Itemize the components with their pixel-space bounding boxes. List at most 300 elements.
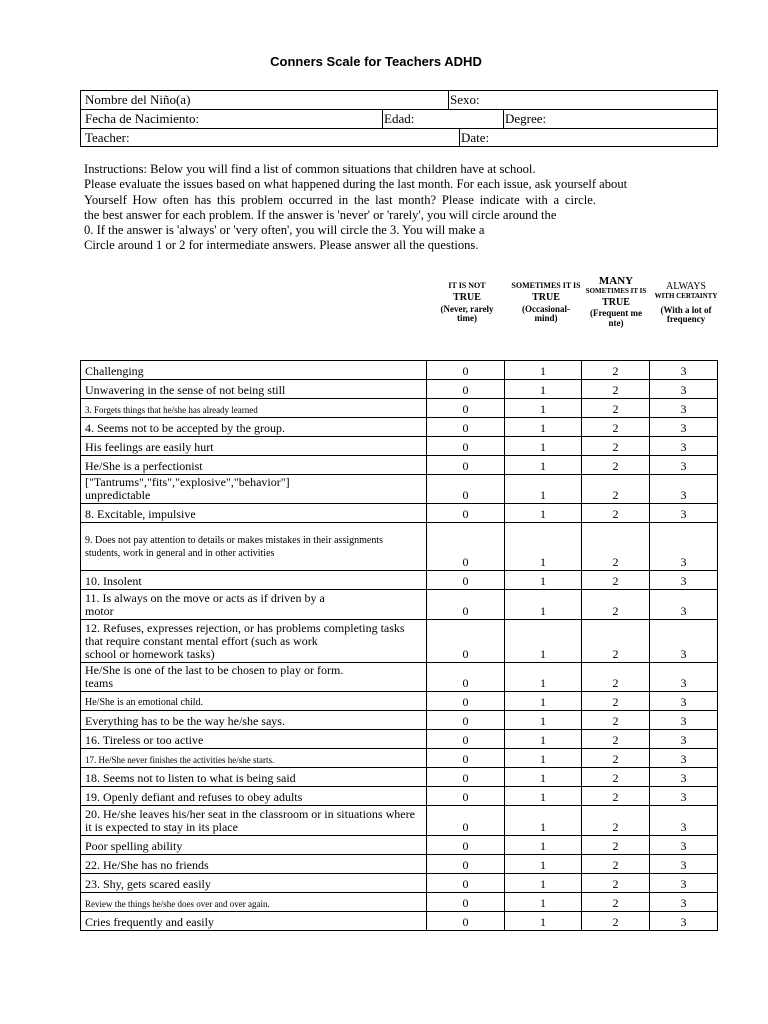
question-cell: [80, 874, 426, 892]
question-cell: [80, 571, 426, 589]
score-cell[interactable]: [649, 806, 718, 835]
score-cell[interactable]: [649, 663, 718, 691]
score-cell[interactable]: [504, 893, 581, 911]
score-cell[interactable]: [649, 893, 718, 911]
score-option-3: 3: [680, 507, 687, 521]
score-cell[interactable]: [504, 620, 581, 662]
score-cell[interactable]: [649, 399, 718, 417]
score-cell[interactable]: [426, 836, 504, 854]
question-cell: [80, 504, 426, 522]
score-option-2: 2: [612, 733, 619, 747]
question-cell: [80, 768, 426, 786]
score-cell[interactable]: [581, 663, 649, 691]
score-option-1: 1: [540, 676, 546, 690]
score-cell[interactable]: [649, 380, 718, 398]
score-option-1: 1: [540, 752, 546, 766]
table-row: [80, 437, 718, 456]
score-cell[interactable]: [504, 806, 581, 835]
score-cell[interactable]: [504, 590, 581, 619]
score-option-3: 3: [680, 555, 687, 569]
question-text: Cries frequently and easily: [85, 915, 214, 929]
table-row: [80, 380, 718, 399]
score-option-2: 2: [612, 604, 619, 618]
score-cell[interactable]: [581, 749, 649, 767]
score-cell[interactable]: [581, 768, 649, 786]
question-cell: [80, 590, 426, 619]
score-cell[interactable]: [581, 475, 649, 503]
score-cell[interactable]: [426, 504, 504, 522]
question-cell: [80, 456, 426, 474]
score-cell[interactable]: [649, 912, 718, 930]
table-row: [80, 836, 718, 855]
score-cell[interactable]: [504, 787, 581, 805]
score-option-2: 2: [612, 820, 619, 834]
question-cell: [80, 692, 426, 710]
score-cell[interactable]: [581, 380, 649, 398]
question-cell: [80, 893, 426, 911]
score-cell[interactable]: [581, 874, 649, 892]
score-cell[interactable]: [504, 730, 581, 748]
table-row: [80, 692, 718, 711]
score-cell[interactable]: [504, 874, 581, 892]
score-cell[interactable]: [426, 571, 504, 589]
score-cell[interactable]: [426, 806, 504, 835]
score-cell[interactable]: [504, 456, 581, 474]
score-cell[interactable]: [504, 836, 581, 854]
score-cell[interactable]: [649, 475, 718, 503]
score-option-1: 1: [540, 440, 546, 454]
question-cell: [80, 711, 426, 729]
score-option-3: 3: [680, 858, 687, 872]
score-cell[interactable]: [649, 504, 718, 522]
score-cell[interactable]: [581, 893, 649, 911]
score-option-3: 3: [680, 459, 687, 473]
score-option-0: 0: [462, 507, 469, 521]
question-text: 12. Refuses, expresses rejection, or has problems completing tasks that require constant mental effort (such as work school or homework tasks): [85, 621, 405, 661]
score-cell[interactable]: [581, 787, 649, 805]
score-option-1: 1: [540, 604, 546, 618]
score-option-0: 0: [462, 820, 469, 834]
score-option-0: 0: [462, 877, 469, 891]
score-option-3: 3: [680, 790, 687, 804]
score-option-2: 2: [612, 507, 619, 521]
instruction-line: Circle around 1 or 2 for intermediate answers. Please answer all the questions.: [84, 238, 479, 253]
score-cell[interactable]: [581, 912, 649, 930]
score-option-1: 1: [540, 695, 546, 709]
question-cell: [80, 380, 426, 398]
score-cell[interactable]: [581, 711, 649, 729]
score-cell[interactable]: [649, 768, 718, 786]
score-option-1: 1: [540, 839, 546, 853]
score-cell[interactable]: [581, 504, 649, 522]
score-option-3: 3: [680, 896, 687, 910]
sex-field[interactable]: Sexo:: [450, 92, 480, 107]
score-cell[interactable]: [649, 730, 718, 748]
instruction-line: Instructions: Below you will find a list of common situations that children have at school.: [84, 162, 536, 176]
score-cell[interactable]: [426, 620, 504, 662]
question-cell: [80, 361, 426, 379]
score-cell[interactable]: [426, 663, 504, 691]
score-option-3: 3: [680, 877, 687, 891]
score-option-3: 3: [680, 820, 687, 834]
score-cell[interactable]: [426, 456, 504, 474]
column-header-always: ALWAYS WITH CERTAINTY (With a lot of frequency: [654, 281, 718, 325]
table-row: [80, 912, 718, 931]
question-text: He/She is one of the last to be chosen to play or form. teams: [85, 663, 344, 690]
question-text: 4. Seems not to be accepted by the group.: [85, 421, 285, 435]
instruction-line: the best answer for each problem. If the answer is 'never' or 'rarely', you will circle around the: [84, 207, 557, 222]
score-option-1: 1: [540, 733, 546, 747]
score-option-1: 1: [540, 421, 546, 435]
score-cell[interactable]: [426, 768, 504, 786]
table-row: [80, 571, 718, 590]
score-option-2: 2: [612, 752, 619, 766]
score-option-1: 1: [540, 507, 546, 521]
question-text: 19. Openly defiant and refuses to obey adults: [85, 790, 303, 804]
score-cell[interactable]: [426, 523, 504, 570]
score-cell[interactable]: [504, 692, 581, 710]
age-field[interactable]: Edad:: [384, 111, 415, 126]
score-cell[interactable]: [581, 855, 649, 873]
score-cell[interactable]: [649, 418, 718, 436]
score-cell[interactable]: [504, 855, 581, 873]
score-option-2: 2: [612, 771, 619, 785]
score-option-1: 1: [540, 402, 546, 416]
divider: [382, 109, 383, 128]
question-cell: [80, 836, 426, 854]
score-cell[interactable]: [504, 504, 581, 522]
score-option-0: 0: [462, 421, 469, 435]
question-text: 8. Excitable, impulsive: [85, 507, 196, 521]
score-option-2: 2: [612, 574, 619, 588]
question-cell: [80, 855, 426, 873]
question-cell: [80, 730, 426, 748]
score-cell[interactable]: [649, 855, 718, 873]
rating-table: [80, 360, 718, 931]
question-text: Poor spelling ability: [85, 839, 183, 853]
score-cell[interactable]: [504, 475, 581, 503]
score-cell[interactable]: [426, 380, 504, 398]
question-text: 9. Does not pay attention to details or makes mistakes in their assignments students, work in general and in other activities: [85, 535, 384, 559]
score-cell[interactable]: [426, 437, 504, 455]
score-option-0: 0: [462, 676, 469, 690]
score-option-0: 0: [462, 771, 469, 785]
score-option-2: 2: [612, 383, 619, 397]
score-option-0: 0: [462, 714, 469, 728]
score-option-1: 1: [540, 790, 546, 804]
table-row: [80, 768, 718, 787]
score-option-0: 0: [462, 459, 469, 473]
score-option-0: 0: [462, 574, 469, 588]
score-cell[interactable]: [649, 711, 718, 729]
question-cell: [80, 663, 426, 691]
score-option-0: 0: [462, 555, 469, 569]
teacher-field[interactable]: Teacher:: [85, 130, 130, 145]
score-option-3: 3: [680, 604, 687, 618]
question-cell: [80, 437, 426, 455]
page-title: Conners Scale for Teachers ADHD: [270, 54, 482, 69]
score-cell[interactable]: [581, 437, 649, 455]
score-option-0: 0: [462, 790, 469, 804]
score-option-1: 1: [540, 364, 546, 378]
table-row: [80, 730, 718, 749]
score-cell[interactable]: [581, 361, 649, 379]
score-cell[interactable]: [581, 836, 649, 854]
score-option-3: 3: [680, 647, 687, 661]
score-option-2: 2: [612, 488, 619, 502]
question-cell: [80, 418, 426, 436]
instructions: [84, 162, 674, 254]
table-row: [80, 663, 718, 692]
table-row: [80, 787, 718, 806]
question-text: Unwavering in the sense of not being still: [85, 383, 286, 397]
score-cell[interactable]: [649, 590, 718, 619]
score-option-3: 3: [680, 364, 687, 378]
column-header-never: IT IS NOT TRUE (Never, rarely time): [440, 281, 494, 324]
score-cell[interactable]: [426, 361, 504, 379]
question-text: 20. He/she leaves his/her seat in the classroom or in situations where it is expected to stay in its place: [85, 807, 415, 834]
score-option-2: 2: [612, 364, 619, 378]
score-option-2: 2: [612, 555, 619, 569]
score-cell[interactable]: [581, 399, 649, 417]
score-cell[interactable]: [581, 571, 649, 589]
instruction-line: Please evaluate the issues based on what happened during the last month. For each issue, ask yourself about: [84, 177, 628, 192]
question-cell: [80, 620, 426, 662]
degree-field[interactable]: Degree:: [505, 111, 547, 126]
question-text: 3. Forgets things that he/she has already learned: [85, 405, 258, 415]
table-row: [80, 475, 718, 504]
score-cell[interactable]: [504, 399, 581, 417]
question-cell: [80, 912, 426, 930]
score-cell[interactable]: [504, 711, 581, 729]
score-option-2: 2: [612, 839, 619, 853]
score-option-3: 3: [680, 676, 687, 690]
info-table: [80, 90, 718, 147]
score-option-0: 0: [462, 752, 469, 766]
question-text: 22. He/She has no friends: [85, 858, 209, 872]
score-option-3: 3: [680, 574, 687, 588]
score-option-1: 1: [540, 574, 546, 588]
score-cell[interactable]: [426, 730, 504, 748]
question-text: 23. Shy, gets scared easily: [85, 877, 211, 891]
table-row: [80, 523, 718, 571]
score-cell[interactable]: [649, 571, 718, 589]
score-cell[interactable]: [426, 787, 504, 805]
score-option-1: 1: [540, 459, 546, 473]
score-option-3: 3: [680, 695, 687, 709]
divider: [448, 91, 449, 110]
score-option-3: 3: [680, 488, 687, 502]
score-option-2: 2: [612, 877, 619, 891]
score-cell[interactable]: [649, 437, 718, 455]
question-text: 17. He/She never finishes the activities he/she starts.: [85, 755, 275, 765]
score-cell[interactable]: [649, 361, 718, 379]
score-option-1: 1: [540, 896, 546, 910]
score-option-1: 1: [540, 383, 546, 397]
score-option-0: 0: [462, 858, 469, 872]
score-option-2: 2: [612, 714, 619, 728]
table-row: [80, 893, 718, 912]
score-cell[interactable]: [504, 912, 581, 930]
question-text: 10. Insolent: [85, 574, 142, 588]
score-option-2: 2: [612, 676, 619, 690]
score-option-1: 1: [540, 647, 546, 661]
score-cell[interactable]: [426, 692, 504, 710]
table-row: [80, 620, 718, 663]
question-cell: [80, 806, 426, 835]
score-option-1: 1: [540, 858, 546, 872]
score-option-0: 0: [462, 488, 469, 502]
question-text: ["Tantrums","fits","explosive","behavior"] unpredictable: [85, 475, 290, 502]
birth-date-field[interactable]: Fecha de Nacimiento:: [85, 111, 200, 126]
score-option-0: 0: [462, 383, 469, 397]
table-row: [80, 456, 718, 475]
score-option-1: 1: [540, 771, 546, 785]
score-cell[interactable]: [649, 456, 718, 474]
score-cell[interactable]: [649, 749, 718, 767]
column-header-sometimes: SOMETIMES IT IS TRUE (Occasional- mind): [511, 281, 581, 324]
score-option-3: 3: [680, 714, 687, 728]
score-option-3: 3: [680, 733, 687, 747]
table-row: [80, 749, 718, 768]
divider: [459, 128, 460, 147]
score-cell[interactable]: [426, 475, 504, 503]
score-option-1: 1: [540, 820, 546, 834]
score-option-0: 0: [462, 440, 469, 454]
table-row: [80, 874, 718, 893]
score-cell[interactable]: [581, 523, 649, 570]
question-text: Everything has to be the way he/she says.: [85, 714, 285, 728]
score-cell[interactable]: [504, 418, 581, 436]
score-cell[interactable]: [581, 590, 649, 619]
score-option-3: 3: [680, 402, 687, 416]
table-row: [80, 855, 718, 874]
score-cell[interactable]: [504, 571, 581, 589]
question-cell: [80, 523, 426, 570]
score-option-0: 0: [462, 604, 469, 618]
score-cell[interactable]: [649, 620, 718, 662]
score-option-2: 2: [612, 402, 619, 416]
score-option-2: 2: [612, 647, 619, 661]
table-row: [80, 360, 718, 380]
question-text: 16. Tireless or too active: [85, 733, 204, 747]
question-cell: [80, 749, 426, 767]
table-row: [80, 711, 718, 730]
question-text: 18. Seems not to listen to what is being said: [85, 771, 296, 785]
score-cell[interactable]: [504, 749, 581, 767]
score-cell[interactable]: [581, 456, 649, 474]
score-option-2: 2: [612, 790, 619, 804]
score-cell[interactable]: [504, 380, 581, 398]
score-option-3: 3: [680, 771, 687, 785]
question-text: Challenging: [85, 364, 144, 378]
score-option-2: 2: [612, 915, 619, 929]
score-option-3: 3: [680, 752, 687, 766]
divider: [503, 109, 504, 128]
score-cell[interactable]: [581, 806, 649, 835]
question-text: 11. Is always on the move or acts as if driven by a motor: [85, 591, 325, 618]
score-cell[interactable]: [649, 836, 718, 854]
score-cell[interactable]: [581, 692, 649, 710]
score-option-0: 0: [462, 364, 469, 378]
score-option-1: 1: [540, 915, 546, 929]
question-text: His feelings are easily hurt: [85, 440, 214, 454]
score-option-2: 2: [612, 896, 619, 910]
score-cell[interactable]: [649, 787, 718, 805]
score-option-0: 0: [462, 896, 469, 910]
score-option-0: 0: [462, 402, 469, 416]
instruction-line: 0. If the answer is 'always' or 'very often', you will circle the 3. You will make a: [84, 223, 485, 238]
table-row: [80, 399, 718, 418]
child-name-field[interactable]: Nombre del Niño(a): [85, 92, 191, 107]
score-cell[interactable]: [504, 663, 581, 691]
score-option-3: 3: [680, 839, 687, 853]
score-cell[interactable]: [649, 874, 718, 892]
score-cell[interactable]: [504, 768, 581, 786]
score-cell[interactable]: [426, 590, 504, 619]
score-cell[interactable]: [426, 893, 504, 911]
score-option-3: 3: [680, 915, 687, 929]
instruction-line: Yourself How often has this problem occurred in the last month? Please indicate with a circle.: [84, 192, 596, 207]
question-cell: [80, 787, 426, 805]
table-row: [80, 590, 718, 620]
score-cell[interactable]: [581, 418, 649, 436]
score-option-0: 0: [462, 915, 469, 929]
date-field[interactable]: Date:: [461, 130, 490, 145]
score-option-3: 3: [680, 383, 687, 397]
score-cell[interactable]: [504, 523, 581, 570]
score-cell[interactable]: [649, 523, 718, 570]
score-cell[interactable]: [649, 692, 718, 710]
table-row: [80, 418, 718, 437]
score-option-0: 0: [462, 733, 469, 747]
table-row: [80, 806, 718, 836]
score-option-0: 0: [462, 647, 469, 661]
score-option-0: 0: [462, 839, 469, 853]
score-cell[interactable]: [426, 711, 504, 729]
score-cell[interactable]: [504, 437, 581, 455]
score-option-2: 2: [612, 695, 619, 709]
question-cell: [80, 475, 426, 503]
score-cell[interactable]: [504, 361, 581, 379]
score-option-2: 2: [612, 459, 619, 473]
question-text: He/She is a perfectionist: [85, 459, 203, 473]
score-option-1: 1: [540, 714, 546, 728]
score-cell[interactable]: [426, 855, 504, 873]
score-option-1: 1: [540, 877, 546, 891]
score-option-3: 3: [680, 421, 687, 435]
score-option-0: 0: [462, 695, 469, 709]
score-cell[interactable]: [426, 912, 504, 930]
score-option-1: 1: [540, 555, 546, 569]
table-row: [80, 504, 718, 523]
score-option-1: 1: [540, 488, 546, 502]
score-cell[interactable]: [426, 418, 504, 436]
score-option-2: 2: [612, 421, 619, 435]
column-header-often: MANY SOMETIMES IT IS TRUE (Frequent me nte): [585, 275, 647, 328]
score-option-2: 2: [612, 858, 619, 872]
score-cell[interactable]: [581, 730, 649, 748]
score-cell[interactable]: [581, 620, 649, 662]
score-cell[interactable]: [426, 874, 504, 892]
question-cell: [80, 399, 426, 417]
divider: [81, 128, 717, 129]
score-cell[interactable]: [426, 749, 504, 767]
score-cell[interactable]: [426, 399, 504, 417]
score-option-3: 3: [680, 440, 687, 454]
score-option-2: 2: [612, 440, 619, 454]
question-text: He/She is an emotional child.: [85, 697, 204, 708]
